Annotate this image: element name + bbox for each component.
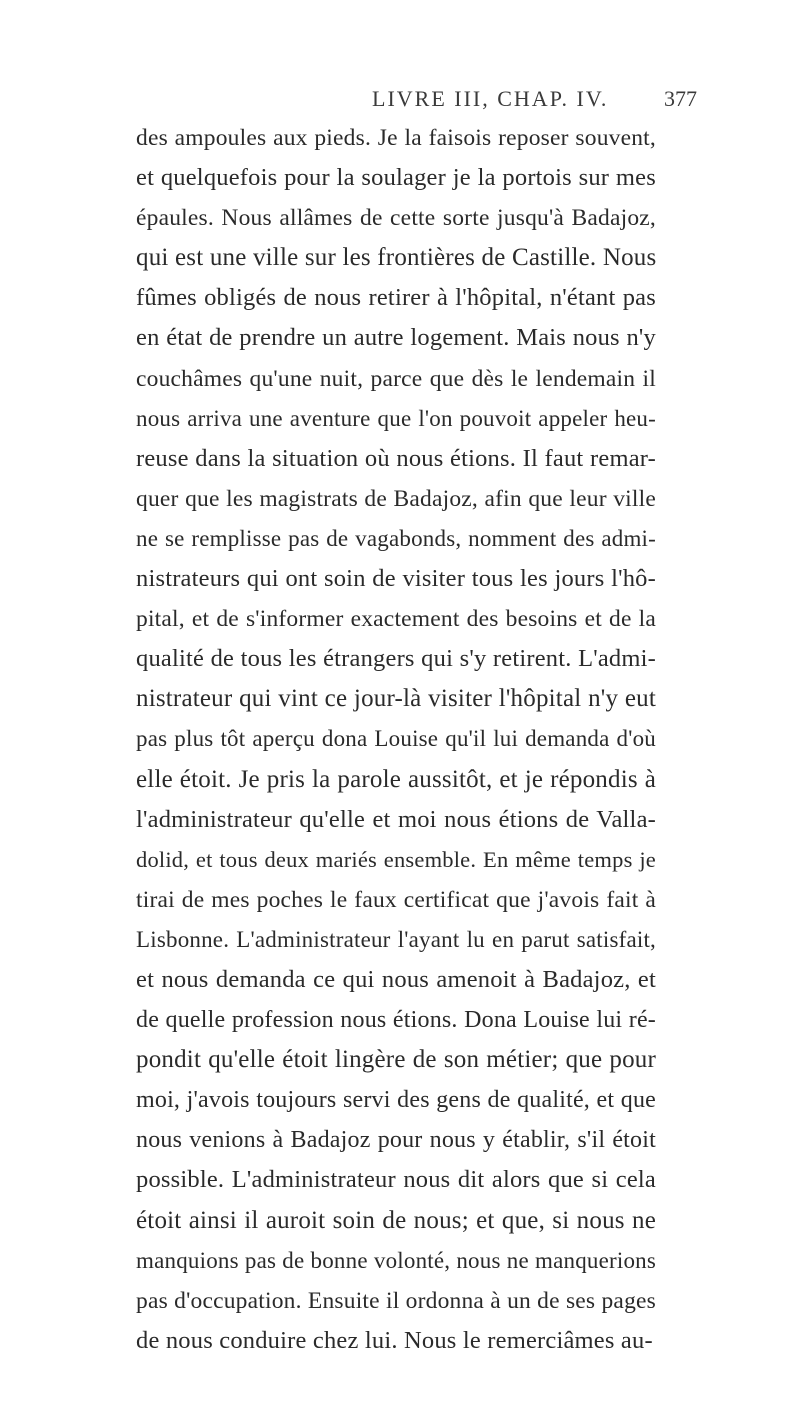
text-line: reuse dans la situation où nous étions. Il faut remar- [136,444,656,472]
text-line: en état de prendre un autre logement. Mais nous n'y [136,324,656,352]
text-line: pondit qu'elle étoit lingère de son métier; que pour [136,1046,656,1074]
text-line: qualité de tous les étrangers qui s'y retirent. L'admi- [136,645,656,673]
text-line: dolid, et tous deux mariés ensemble. En même temps je [136,846,656,872]
running-header [0,86,800,116]
text-line: étoit ainsi il auroit soin de nous; et que, si nous ne [136,1206,656,1234]
text-line: épaules. Nous allâmes de cette sorte jusqu'à Badajoz, [136,205,656,232]
text-line: pas d'occupation. Ensuite il ordonna à un de ses pages [136,1287,656,1314]
text-line: nous venions à Badajoz pour nous y établir, s'il étoit [136,1127,656,1154]
text-line: des ampoules aux pieds. Je la faisois reposer souvent, [136,125,656,151]
text-line: nous arriva une aventure que l'on pouvoit appeler heu- [136,405,656,431]
text-line: de nous conduire chez lui. Nous le remerciâmes au- [136,1326,653,1354]
body-text [136,118,656,1361]
text-line: et nous demanda ce qui nous amenoit à Badajoz, et [136,965,656,993]
text-line: pital, et de s'informer exactement des besoins et de la [136,606,656,633]
text-line: l'administrateur qu'elle et moi nous étions de Valla- [136,805,656,833]
page-number: 377 [664,86,697,111]
running-title: LIVRE III, CHAP. IV. [372,86,609,111]
text-line: manquions pas de bonne volonté, nous ne manquerions [136,1247,656,1273]
text-line: moi, j'avois toujours servi des gens de qualité, et que [136,1087,656,1114]
text-line: nistrateur qui vint ce jour-là visiter l'hôpital n'y eut [136,685,656,713]
text-line: ne se remplisse pas de vagabonds, nomment des admi- [136,525,656,551]
text-line: couchâmes qu'une nuit, parce que dès le lendemain il [136,365,656,392]
text-line: qui est une ville sur les frontières de Castille. Nous [136,244,657,272]
text-line: possible. L'administrateur nous dit alors que si cela [136,1166,656,1194]
text-line: de quelle profession nous étions. Dona Louise lui ré- [136,1007,656,1034]
text-line: quer que les magistrats de Badajoz, afin que leur ville [136,485,656,512]
text-line: fûmes obligés de nous retirer à l'hôpital, n'étant pas [136,284,656,312]
text-line: et quelquefois pour la soulager je la portois sur mes [136,164,656,192]
text-line: Lisbonne. L'administrateur l'ayant lu en parut satisfait, [136,926,656,952]
text-line: pas plus tôt aperçu dona Louise qu'il lui demanda d'où [136,726,656,752]
text-line: elle étoit. Je pris la parole aussitôt, et je répondis à [136,765,656,793]
text-line: tirai de mes poches le faux certificat que j'avois fait à [136,886,656,913]
text-line: nistrateurs qui ont soin de visiter tous les jours l'hô- [136,565,656,593]
